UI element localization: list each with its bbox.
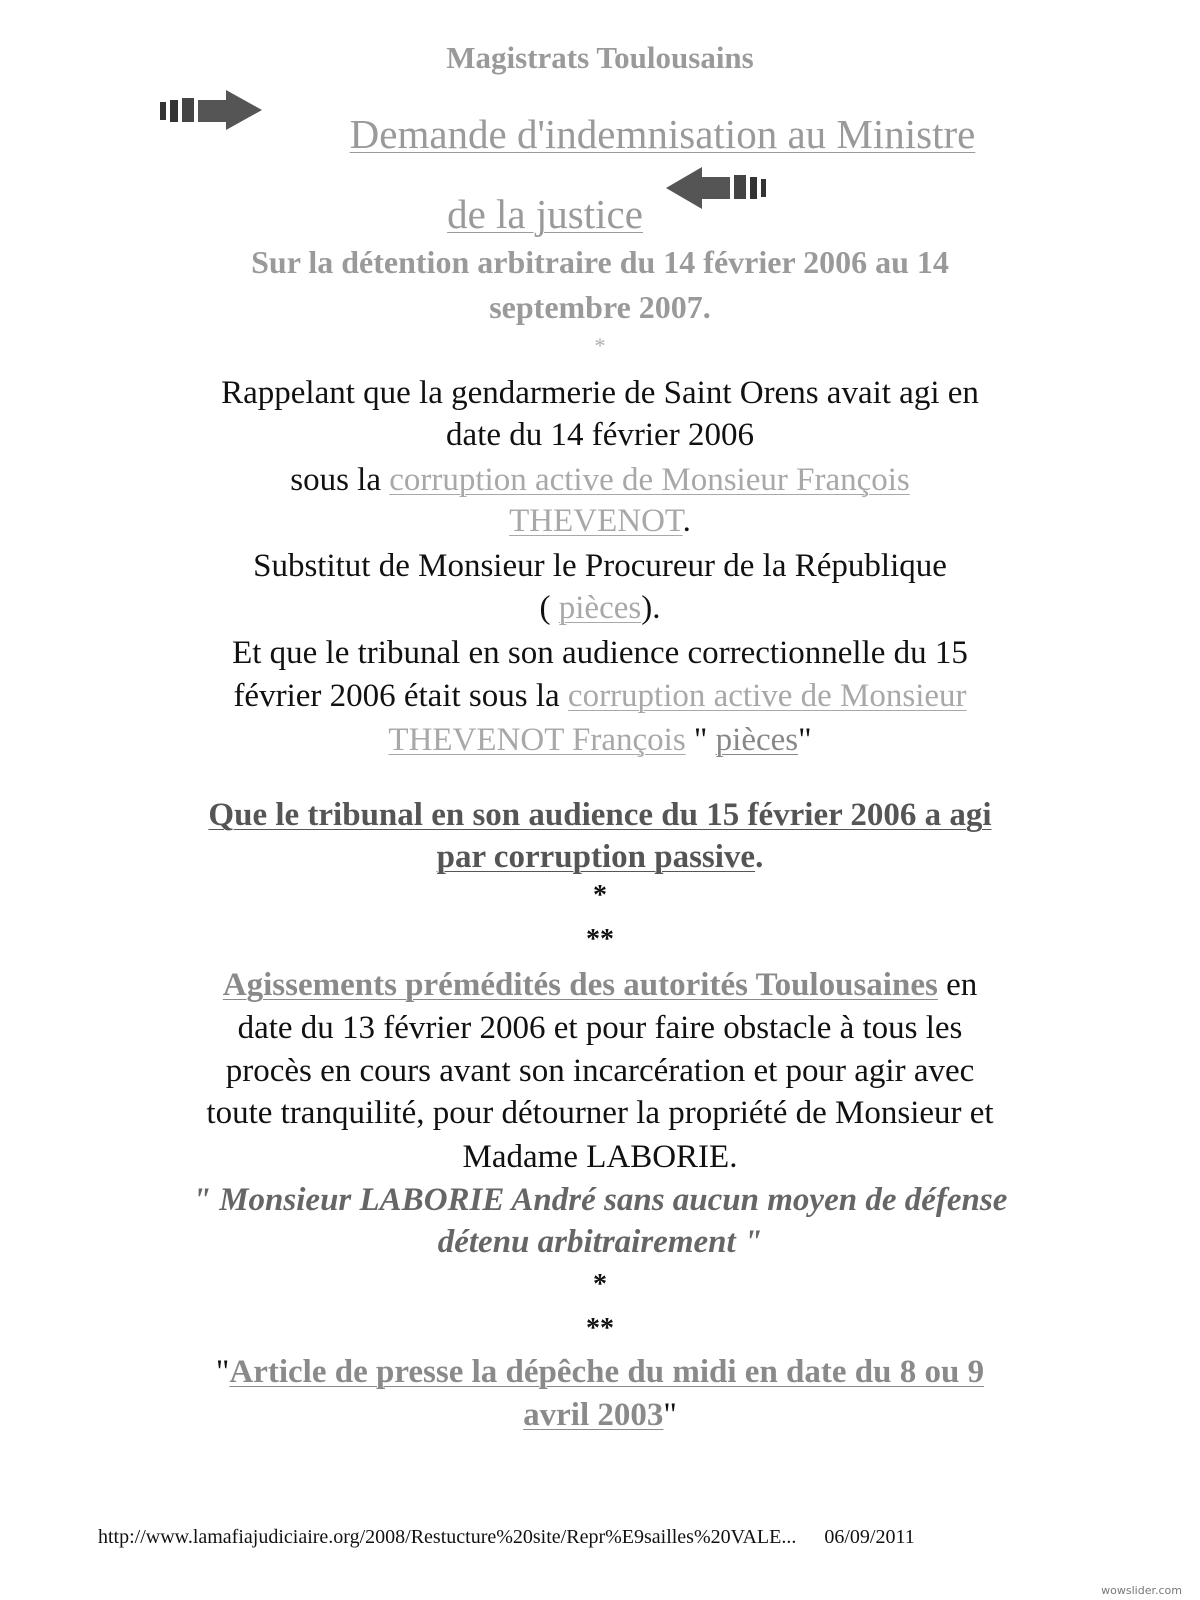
press-line (0, 1399, 1200, 1432)
text: Que le tribunal en son audience du 15 février 2006 a agi (208, 797, 992, 833)
paragraph-line: procès en cours avant son incarcération et pour agir avec (225, 1053, 975, 1089)
arrow-left-icon (662, 165, 770, 211)
quote-line: détenu arbitrairement " (437, 1224, 763, 1260)
text: en (937, 967, 978, 1003)
link-thevenot-francois[interactable]: THEVENOT François (388, 722, 686, 758)
paragraph-line: Et que le tribunal en son audience correctionnelle du 15 (232, 635, 968, 671)
text: " (798, 722, 812, 758)
separator-star: * (594, 333, 606, 358)
paragraph-line: toute tranquilité, pour détourner la propriété de Monsieur et (206, 1095, 994, 1131)
separator-star: * (593, 880, 607, 911)
paragraph-line: Rappelant que la gendarmerie de Saint Orens avait agi en (221, 375, 979, 411)
separator-stars: ** (586, 924, 614, 955)
link-thevenot[interactable]: THEVENOT (509, 503, 683, 539)
text: ( (539, 590, 559, 626)
link-corruption-active-2[interactable]: corruption active de Monsieur (567, 678, 967, 714)
separator-stars: ** (586, 1313, 614, 1344)
heading-line-2-text: de la justice (447, 191, 643, 237)
paragraph-line (0, 505, 1200, 538)
footer-url: http://www.lamafiajudiciaire.org/2008/Restucture%20site/Repr%E9sailles%20VALE... (98, 1526, 797, 1548)
emphasis-line (0, 799, 1200, 832)
paragraph-line (0, 464, 1200, 497)
press-line (0, 1356, 1200, 1389)
paragraph-line: Substitut de Monsieur le Procureur de la République (253, 548, 947, 584)
paragraph-line (0, 724, 1200, 757)
watermark: wowslider.com (1101, 1584, 1182, 1597)
separator-star: * (593, 1269, 607, 1300)
emphasis-line (0, 841, 1200, 874)
text: ). (641, 590, 661, 626)
paragraph-line (0, 969, 1200, 1002)
link-corruption-active[interactable]: corruption active de Monsieur François (389, 462, 910, 498)
heading-line-1: Demande d'indemnisation au Ministre (349, 111, 976, 157)
link-pieces[interactable]: pièces (558, 590, 642, 626)
link-agissements[interactable]: Agissements prémédités des autorités Toulousaines (222, 967, 938, 1003)
text: . (682, 503, 691, 539)
heading-line-2 (0, 191, 1200, 237)
text: " (685, 722, 716, 758)
paragraph-line: date du 14 février 2006 (446, 417, 754, 453)
text: février 2006 était sous la (233, 678, 568, 714)
text: sous la (290, 462, 390, 498)
link-avril-2003[interactable]: avril 2003 (523, 1397, 664, 1433)
subtitle-line-2: septembre 2007. (489, 289, 711, 325)
paragraph-line: date du 13 février 2006 et pour faire obstacle à tous les (237, 1010, 963, 1046)
paragraph-line: Madame LABORIE. (462, 1139, 738, 1175)
link-pieces-2[interactable]: pièces (715, 722, 799, 758)
subtitle-line-1: Sur la détention arbitraire du 14 février 2006 au 14 (251, 244, 949, 280)
paragraph-line (0, 680, 1200, 713)
quote-line: " Monsieur LABORIE André sans aucun moyen de défense (192, 1182, 1008, 1218)
link-article-presse[interactable]: Article de presse la dépêche du midi en date du 8 ou 9 (229, 1354, 985, 1390)
footer-date: 06/09/2011 (824, 1526, 915, 1548)
print-footer (98, 1526, 915, 1549)
paragraph-line (0, 592, 1200, 625)
text: " (663, 1397, 677, 1433)
text: . (755, 839, 764, 875)
document-title: Magistrats Toulousains (446, 40, 754, 75)
text: " (215, 1354, 230, 1390)
text: par corruption passive (436, 839, 756, 875)
